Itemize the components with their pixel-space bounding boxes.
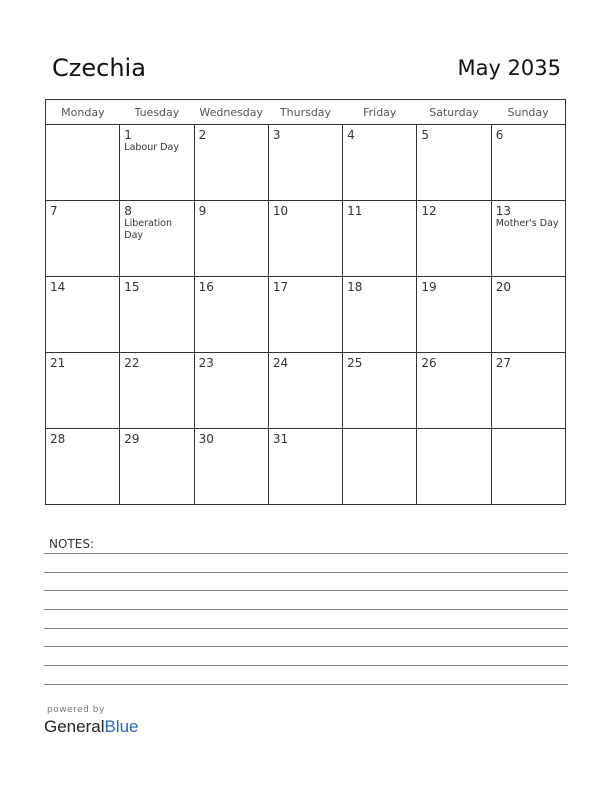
calendar-day-cell[interactable] bbox=[268, 277, 342, 353]
day-number: 14 bbox=[50, 280, 66, 294]
calendar-day-cell[interactable] bbox=[268, 125, 342, 201]
calendar-day-cell[interactable] bbox=[417, 277, 491, 353]
generalblue-logo[interactable] bbox=[44, 717, 139, 737]
calendar-day-cell[interactable] bbox=[268, 353, 342, 429]
notes-line bbox=[44, 646, 568, 647]
notes-line bbox=[44, 628, 568, 629]
day-number: 22 bbox=[124, 356, 140, 370]
weekday-header-row bbox=[46, 100, 566, 125]
notes-line bbox=[44, 572, 568, 573]
day-number: 19 bbox=[421, 280, 437, 294]
brand-blue-text: Blue bbox=[104, 717, 139, 736]
notes-line bbox=[44, 553, 568, 554]
holiday-label: Mother's Day bbox=[495, 218, 559, 229]
day-number: 17 bbox=[272, 280, 289, 294]
calendar-day-cell[interactable] bbox=[194, 125, 268, 201]
calendar-day-cell[interactable] bbox=[491, 125, 565, 201]
country-title: Czechia bbox=[52, 54, 146, 82]
notes-label: NOTES: bbox=[49, 537, 94, 551]
day-number: 30 bbox=[198, 432, 214, 446]
calendar-day-cell[interactable] bbox=[491, 277, 565, 353]
calendar-day-cell[interactable] bbox=[194, 201, 268, 277]
day-number: 21 bbox=[50, 356, 66, 370]
day-number: 28 bbox=[50, 432, 66, 446]
calendar-day-cell[interactable] bbox=[194, 277, 268, 353]
weekday-header: Thursday bbox=[268, 100, 342, 125]
calendar-week-row bbox=[46, 429, 566, 505]
calendar-week-row bbox=[46, 201, 566, 277]
calendar-day-cell[interactable] bbox=[417, 125, 491, 201]
day-number: 3 bbox=[272, 128, 281, 142]
day-number: 16 bbox=[198, 280, 214, 294]
brand-general-text: General bbox=[44, 717, 105, 736]
calendar-day-cell[interactable] bbox=[417, 353, 491, 429]
day-number: 6 bbox=[495, 128, 504, 142]
powered-by-label: powered by bbox=[47, 705, 105, 715]
calendar-day-cell[interactable] bbox=[194, 353, 268, 429]
weekday-header: Sunday bbox=[491, 100, 565, 125]
notes-line bbox=[44, 684, 568, 685]
weekday-header: Wednesday bbox=[194, 100, 268, 125]
calendar-day-cell[interactable] bbox=[417, 201, 491, 277]
day-number: 13 bbox=[495, 204, 511, 218]
day-number: 23 bbox=[198, 356, 214, 370]
day-number: 24 bbox=[272, 356, 289, 370]
day-number: 7 bbox=[50, 204, 58, 218]
calendar-day-cell[interactable] bbox=[46, 125, 120, 201]
day-number: 2 bbox=[198, 128, 207, 142]
calendar-grid bbox=[45, 99, 566, 505]
calendar-day-cell[interactable] bbox=[120, 429, 194, 505]
day-number: 8 bbox=[124, 204, 132, 218]
day-number: 25 bbox=[347, 356, 363, 370]
day-number: 31 bbox=[272, 432, 289, 446]
month-year-title: May 2035 bbox=[457, 56, 561, 80]
calendar-day-cell[interactable] bbox=[46, 429, 120, 505]
notes-line bbox=[44, 609, 568, 610]
calendar-week-row bbox=[46, 125, 566, 201]
holiday-label: Labour Day bbox=[124, 142, 179, 153]
day-number: 1 bbox=[124, 128, 132, 142]
calendar-week-row bbox=[46, 277, 566, 353]
calendar-day-cell[interactable] bbox=[343, 277, 417, 353]
day-number: 18 bbox=[347, 280, 363, 294]
calendar-day-cell[interactable] bbox=[491, 201, 565, 277]
weekday-header: Saturday bbox=[417, 100, 491, 125]
calendar-day-cell[interactable] bbox=[120, 277, 194, 353]
day-number: 5 bbox=[421, 128, 430, 142]
calendar-day-cell[interactable] bbox=[343, 201, 417, 277]
day-number: 27 bbox=[495, 356, 511, 370]
day-number: 10 bbox=[272, 204, 289, 218]
calendar-day-cell[interactable] bbox=[46, 353, 120, 429]
holiday-label: Liberation Day bbox=[124, 218, 173, 241]
notes-line bbox=[44, 665, 568, 666]
calendar-day-cell[interactable] bbox=[268, 429, 342, 505]
day-number: 29 bbox=[124, 432, 140, 446]
day-number: 4 bbox=[347, 128, 355, 142]
calendar-day-cell[interactable] bbox=[46, 277, 120, 353]
calendar-day-cell[interactable] bbox=[343, 125, 417, 201]
calendar-day-cell[interactable] bbox=[46, 201, 120, 277]
calendar-day-cell[interactable] bbox=[343, 429, 417, 505]
calendar-week-row bbox=[46, 353, 566, 429]
calendar-day-cell[interactable] bbox=[491, 429, 565, 505]
calendar-day-cell[interactable] bbox=[120, 201, 194, 277]
calendar-day-cell[interactable] bbox=[343, 353, 417, 429]
day-number: 12 bbox=[421, 204, 437, 218]
calendar-day-cell[interactable] bbox=[194, 429, 268, 505]
calendar-day-cell[interactable] bbox=[268, 201, 342, 277]
day-number: 20 bbox=[495, 280, 511, 294]
weekday-header: Tuesday bbox=[120, 100, 194, 125]
day-number: 9 bbox=[198, 204, 207, 218]
day-number: 15 bbox=[124, 280, 140, 294]
calendar-day-cell[interactable] bbox=[417, 429, 491, 505]
weekday-header: Friday bbox=[343, 100, 417, 125]
calendar-day-cell[interactable] bbox=[120, 125, 194, 201]
weekday-header: Monday bbox=[46, 100, 120, 125]
calendar-day-cell[interactable] bbox=[491, 353, 565, 429]
calendar-day-cell[interactable] bbox=[120, 353, 194, 429]
notes-line bbox=[44, 590, 568, 591]
day-number: 26 bbox=[421, 356, 437, 370]
day-number: 11 bbox=[347, 204, 363, 218]
